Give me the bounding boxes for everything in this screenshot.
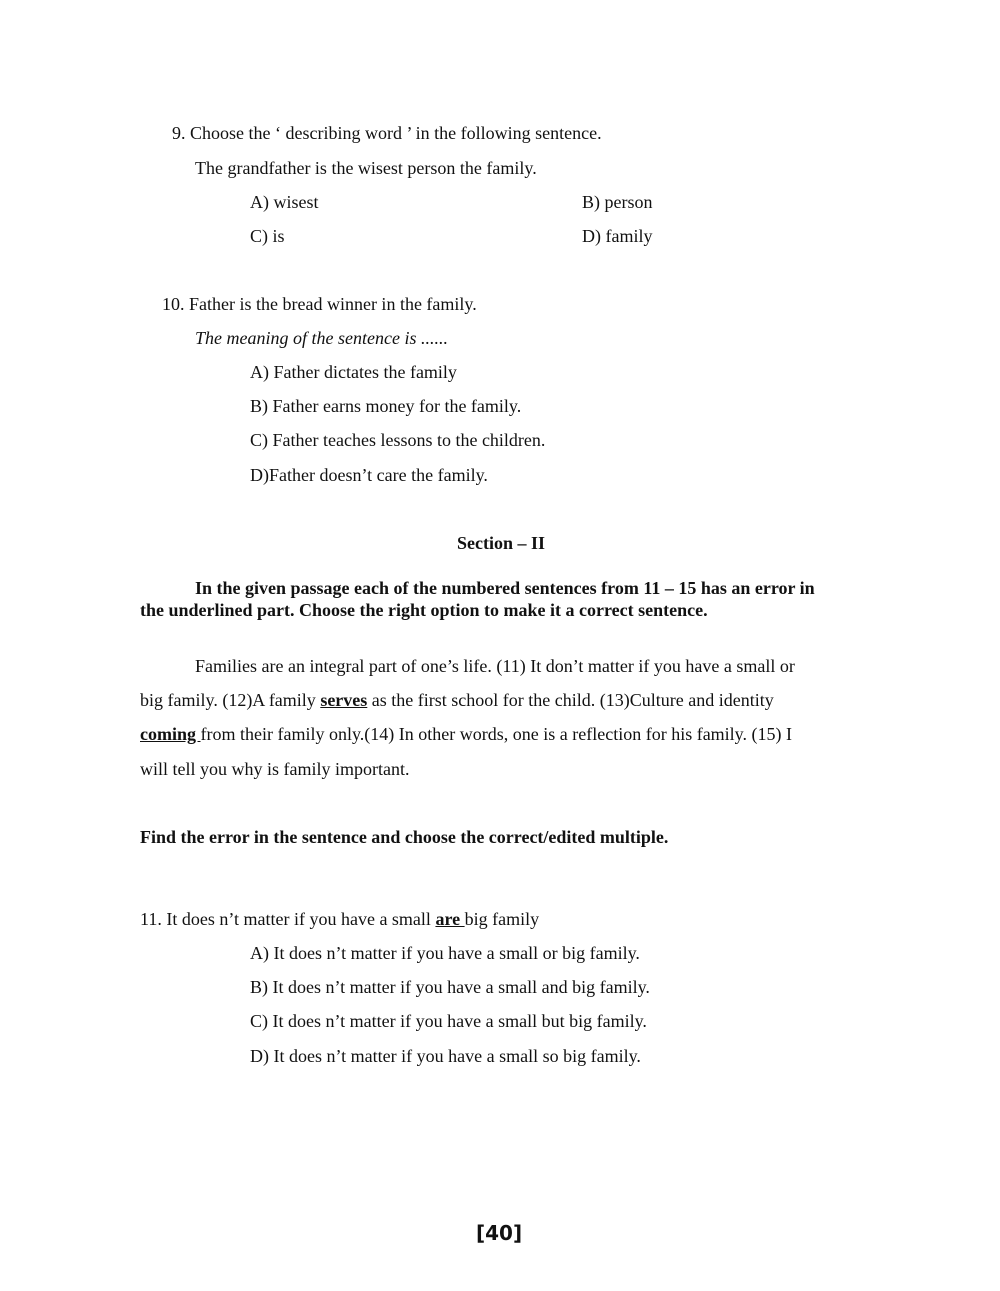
q10-option-c[interactable]: C) Father teaches lessons to the children. (250, 430, 546, 450)
passage-text: from their family only.(14) In other words, one is a reflection for his family. (15) I (200, 724, 792, 744)
task-instruction: Find the error in the sentence and choose the correct/edited multiple. (140, 827, 669, 847)
q11-option-b[interactable]: B) It does n’t matter if you have a small and big family. (250, 977, 650, 997)
q11-stem-text: big family (464, 909, 540, 929)
q10-prompt: The meaning of the sentence is ...... (195, 328, 448, 348)
page-number: [40] (476, 1221, 523, 1245)
q9-option-c[interactable]: C) is (250, 226, 285, 246)
q11-option-a[interactable]: A) It does n’t matter if you have a small or big family. (250, 943, 640, 963)
instruction-line-2: the underlined part. Choose the right option to make it a correct sentence. (140, 600, 708, 620)
q9-option-a[interactable]: A) wisest (250, 192, 319, 212)
section-heading: Section – II (457, 533, 546, 553)
q11-option-c[interactable]: C) It does n’t matter if you have a small but big family. (250, 1011, 647, 1031)
passage-text: as the first school for the child. (13)Culture and identity (367, 690, 774, 710)
q10-question: 10. Father is the bread winner in the family. (162, 294, 477, 314)
instruction-line-1: In the given passage each of the numbered sentences from 11 – 15 has an error in (195, 578, 815, 598)
underlined-word-serves: serves (320, 690, 368, 710)
q9-option-b[interactable]: B) person (582, 192, 653, 212)
passage-line-3 (140, 723, 792, 745)
q9-sentence: The grandfather is the wisest person the family. (195, 158, 537, 178)
q10-option-b[interactable]: B) Father earns money for the family. (250, 396, 522, 416)
q9-option-d[interactable]: D) family (582, 226, 653, 246)
q11-option-d[interactable]: D) It does n’t matter if you have a small so big family. (250, 1046, 641, 1066)
q10-option-a[interactable]: A) Father dictates the family (250, 362, 457, 382)
q9-question: 9. Choose the ‘ describing word ’ in the following sentence. (172, 123, 602, 143)
q10-option-d[interactable]: D)Father doesn’t care the family. (250, 465, 488, 485)
underlined-word-coming: coming (140, 724, 201, 744)
passage-text: big family. (12)A family (140, 690, 321, 710)
q11-question (140, 908, 539, 930)
passage-line-2 (140, 689, 774, 711)
passage-line-4: will tell you why is family important. (140, 759, 410, 779)
passage-line-1: Families are an integral part of one’s life. (11) It don’t matter if you have a small or (195, 656, 795, 676)
underlined-word-are: are (435, 909, 465, 929)
q11-stem-text: 11. It does n’t matter if you have a small (140, 909, 436, 929)
